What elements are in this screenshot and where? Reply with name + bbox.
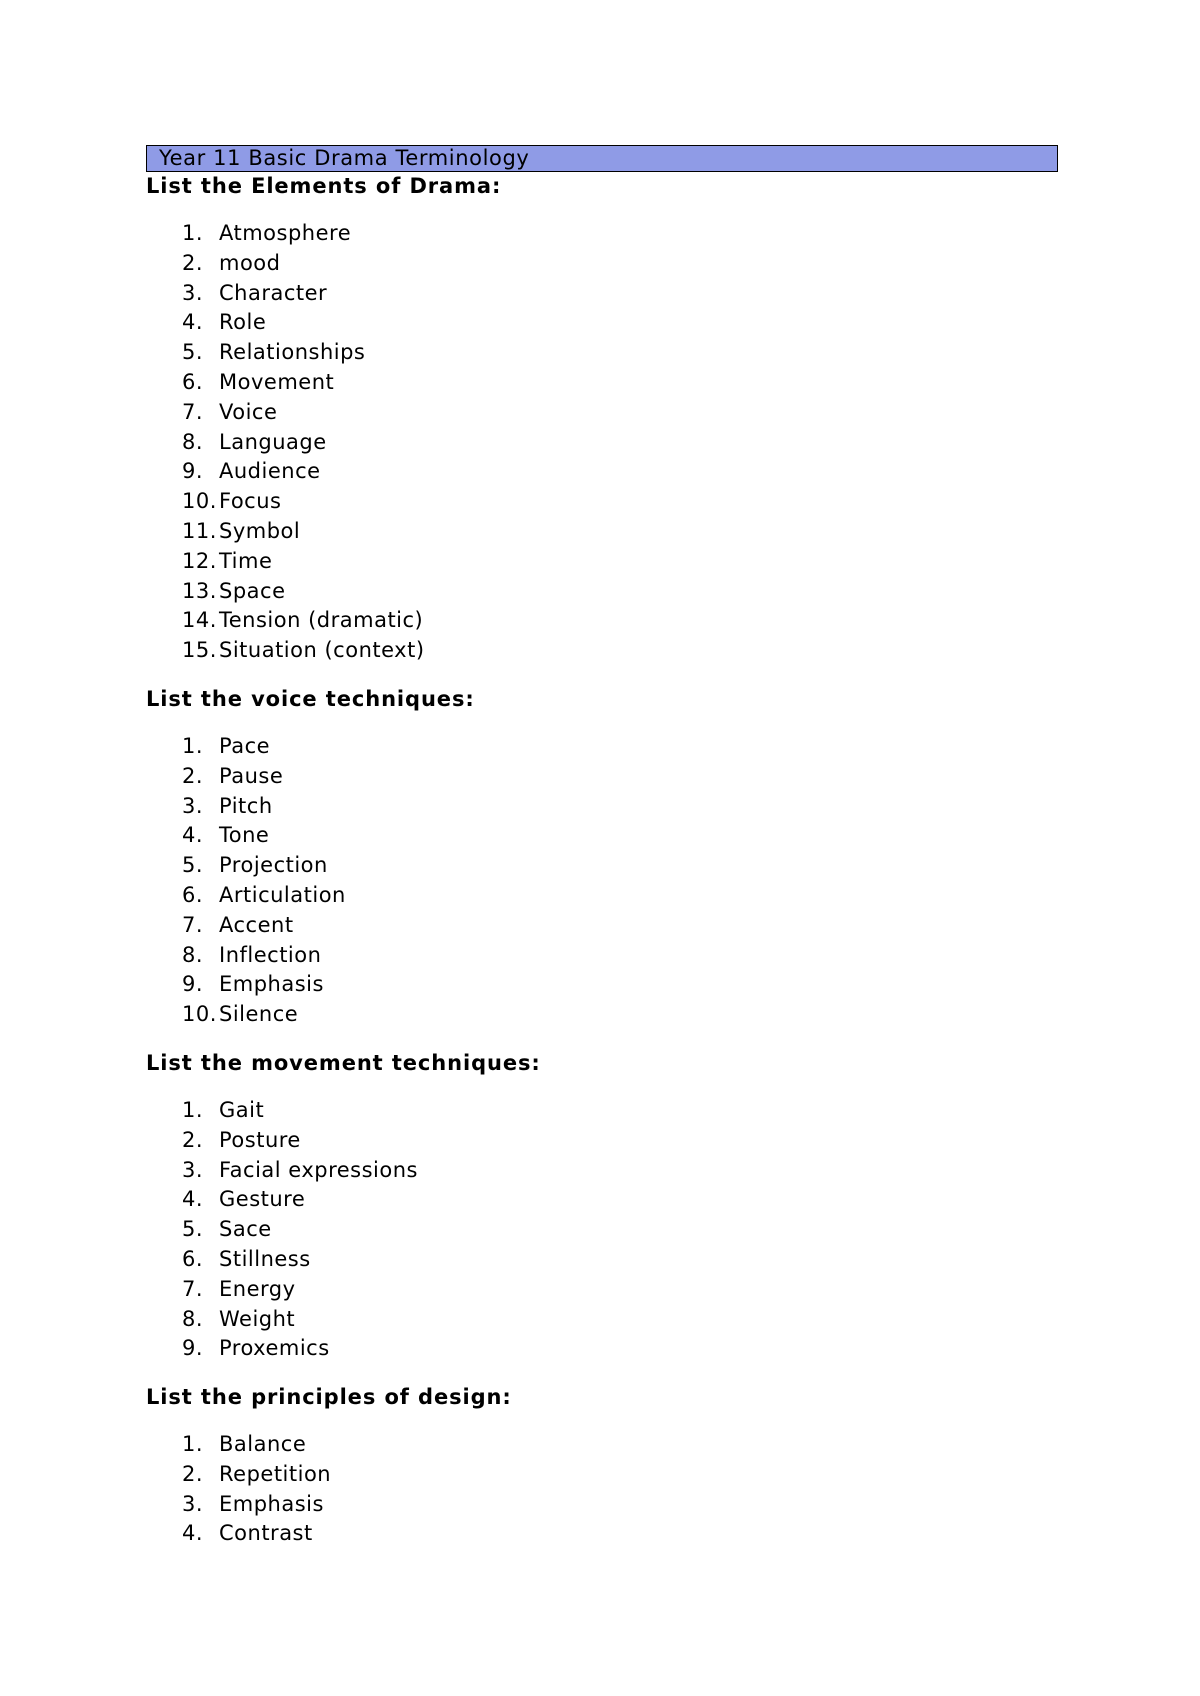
list-item-text: mood (219, 250, 281, 275)
list-item (146, 1334, 1146, 1364)
list-item (146, 732, 1146, 762)
list-item (146, 1000, 1146, 1030)
list-item-number: 5. (182, 1217, 204, 1242)
list-item-text: Situation (context) (219, 638, 425, 663)
list-item (146, 338, 1146, 368)
list-item (146, 851, 1146, 881)
list-item-text: Time (219, 548, 273, 573)
list-item (146, 1185, 1146, 1215)
list-item-number: 9. (182, 459, 204, 484)
list-item-text: Contrast (219, 1521, 313, 1546)
list-item-text: Atmosphere (219, 221, 352, 245)
list-item-text: Repetition (219, 1461, 332, 1486)
list-item (146, 1490, 1146, 1520)
list-item (146, 368, 1146, 398)
list-item-number: 7. (182, 912, 204, 937)
list-item-text: Movement (219, 369, 335, 394)
list-item-number: 7. (182, 1276, 204, 1301)
list-item-text: Stillness (219, 1246, 311, 1271)
list-item (146, 970, 1146, 1000)
list-item-text: Projection (219, 853, 328, 878)
list-item-number: 4. (182, 823, 204, 848)
list-item-number: 3. (182, 793, 204, 818)
list-item (146, 308, 1146, 338)
list-item (146, 792, 1146, 822)
list-item-text: Energy (219, 1276, 296, 1301)
list-item-text: Pitch (219, 793, 273, 818)
list-item (146, 1519, 1146, 1549)
list-item-text: Inflection (219, 942, 322, 967)
list-item (146, 821, 1146, 851)
list-item (146, 1305, 1146, 1335)
list-item (146, 636, 1146, 666)
list-item (146, 219, 1146, 249)
numbered-list (146, 1096, 1146, 1364)
section-heading: List the voice techniques: (146, 686, 475, 711)
list-item-text: Tone (219, 823, 270, 848)
list-item-number: 14. (182, 608, 217, 633)
section-heading: List the movement techniques: (146, 1050, 541, 1075)
list-item-text: Pause (219, 763, 284, 788)
list-item-number: 15. (182, 638, 217, 663)
list-item-number: 8. (182, 1306, 204, 1331)
list-item-number: 8. (182, 429, 204, 454)
list-item-text: Tension (dramatic) (219, 608, 424, 633)
list-item-text: Accent (219, 912, 294, 937)
list-item-number: 1. (182, 1097, 204, 1122)
list-item-number: 10. (182, 1002, 217, 1027)
list-item (146, 1275, 1146, 1305)
list-item-number: 7. (182, 399, 204, 424)
list-item-number: 2. (182, 250, 204, 275)
list-item (146, 1430, 1146, 1460)
numbered-list (146, 219, 1146, 666)
list-item-text: Focus (219, 489, 282, 514)
list-item (146, 457, 1146, 487)
list-item-number: 1. (182, 733, 204, 758)
numbered-list (146, 1430, 1146, 1549)
list-item-number: 4. (182, 1521, 204, 1546)
list-item-number: 4. (182, 1187, 204, 1212)
list-item (146, 517, 1146, 547)
list-item-number: 10. (182, 489, 217, 514)
list-item-number: 2. (182, 763, 204, 788)
list-item-number: 6. (182, 1246, 204, 1271)
list-item (146, 1215, 1146, 1245)
list-item-text: Posture (219, 1127, 301, 1152)
numbered-list (146, 732, 1146, 1030)
list-item-text: Sace (219, 1217, 272, 1242)
list-item-text: Language (219, 429, 327, 454)
list-item-text: Symbol (219, 518, 301, 543)
list-item-number: 3. (182, 280, 204, 305)
list-item-number: 6. (182, 882, 204, 907)
list-item (146, 1096, 1146, 1126)
list-item-text: Gesture (219, 1187, 306, 1212)
list-item (146, 398, 1146, 428)
list-item (146, 941, 1146, 971)
list-item-text: Audience (219, 459, 321, 484)
list-item-text: Relationships (219, 340, 366, 365)
list-item (146, 487, 1146, 517)
document-title: Year 11 Basic Drama Terminology (146, 145, 1058, 172)
list-item-number: 1. (182, 221, 204, 245)
list-item-number: 13. (182, 578, 217, 603)
list-item (146, 279, 1146, 309)
list-item (146, 547, 1146, 577)
list-item-text: Space (219, 578, 286, 603)
section-heading: List the Elements of Drama: (146, 174, 502, 198)
list-item-text: Facial expressions (219, 1157, 418, 1182)
list-item-text: Voice (219, 399, 278, 424)
list-item (146, 762, 1146, 792)
list-item-text: Emphasis (219, 972, 324, 997)
list-item-number: 9. (182, 972, 204, 997)
list-item (146, 606, 1146, 636)
list-item-number: 2. (182, 1461, 204, 1486)
list-item-number: 2. (182, 1127, 204, 1152)
document-body (146, 172, 1146, 1568)
list-item (146, 1460, 1146, 1490)
list-item-text: Silence (219, 1002, 299, 1027)
list-item-number: 3. (182, 1491, 204, 1516)
list-item-number: 3. (182, 1157, 204, 1182)
list-item-number: 8. (182, 942, 204, 967)
list-item-number: 1. (182, 1432, 204, 1457)
list-item-text: Pace (219, 733, 271, 758)
list-item-text: Character (219, 280, 328, 305)
list-item (146, 1245, 1146, 1275)
list-item-number: 4. (182, 310, 204, 335)
list-item-text: Proxemics (219, 1336, 330, 1361)
list-item-number: 5. (182, 340, 204, 365)
list-item-number: 12. (182, 548, 217, 573)
section-heading: List the principles of design: (146, 1385, 512, 1410)
list-item-text: Role (219, 310, 267, 335)
list-item (146, 1156, 1146, 1186)
list-item (146, 577, 1146, 607)
list-item-text: Gait (219, 1097, 265, 1122)
list-item (146, 1126, 1146, 1156)
list-item-text: Balance (219, 1432, 307, 1457)
list-item-text: Weight (219, 1306, 296, 1331)
list-item (146, 881, 1146, 911)
list-item (146, 428, 1146, 458)
list-item-number: 5. (182, 853, 204, 878)
list-item-text: Articulation (219, 882, 346, 907)
list-item (146, 249, 1146, 279)
list-item (146, 911, 1146, 941)
list-item-text: Emphasis (219, 1491, 324, 1516)
list-item-number: 11. (182, 518, 217, 543)
list-item-number: 9. (182, 1336, 204, 1361)
list-item-number: 6. (182, 369, 204, 394)
